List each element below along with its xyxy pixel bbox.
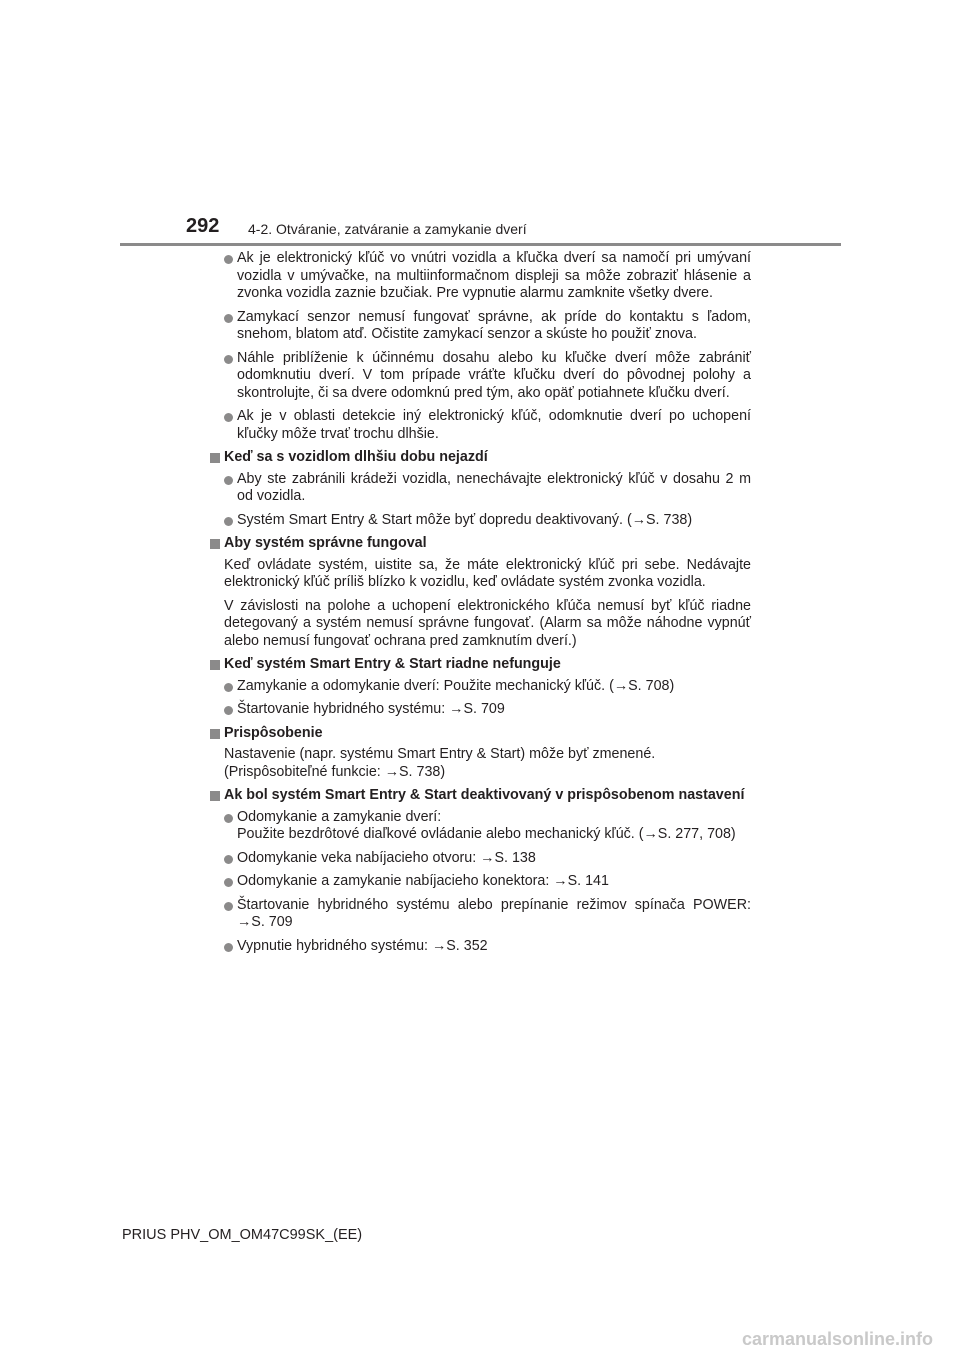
list-item: [209, 897, 751, 932]
list-item: [209, 309, 751, 344]
heading-text: Keď sa s vozidlom dlhšiu dobu nejazdí: [224, 449, 488, 465]
bullet-text: Ak je v oblasti detekcie iný elektronický kľúč, odomknutie dverí po uchopení kľučky môže trvať trochu dlhšie.: [237, 408, 751, 442]
paragraph: Keď ovládate systém, uistite sa, že máte elektronický kľúč pri sebe. Nedávajte elektronický kľúč príliš blízko k vozidlu, keď ovládate systém zvonka vozidla.: [224, 556, 751, 590]
section-heading: [209, 725, 751, 743]
bullet-text: Použite bezdrôtové diaľkové ovládanie alebo mechanický kľúč. (→S. 277, 708): [237, 826, 736, 842]
heading-text: Aby systém správne fungoval: [224, 535, 427, 551]
bullet-dot-icon: [224, 814, 233, 823]
bullet-text: Aby ste zabránili krádeži vozidla, nenechávajte elektronický kľúč v dosahu 2 m od vozidla.: [237, 470, 751, 504]
bullet-text: Systém Smart Entry & Start môže byť dopredu deaktivovaný. (→S. 738): [237, 511, 693, 528]
heading-text: Prispôsobenie: [224, 724, 323, 741]
document-code: PRIUS PHV_OM_OM47C99SK_(EE): [122, 1227, 363, 1243]
section-heading: [209, 449, 751, 467]
watermark: carmanualsonline.info: [742, 1329, 934, 1349]
paragraph: V závislosti na polohe a uchopení elektronického kľúča nemusí byť kľúč riadne detegovaný a systém nemusí správne fungovať. (Alarm sa môže náhodne vypnúť alebo nemusí fungovať ochrana pred zamknutím dverí.): [224, 597, 751, 649]
heading-text: Keď systém Smart Entry & Start riadne nefunguje: [224, 656, 561, 672]
square-bullet-icon: [210, 729, 220, 739]
page-number: 292: [186, 215, 220, 237]
bullet-text: Štartovanie hybridného systému alebo prepínanie režimov spínača POWER: →S. 709: [237, 896, 751, 930]
section-title: 4-2. Otváranie, zatváranie a zamykanie dverí: [248, 221, 527, 237]
square-bullet-icon: [210, 791, 220, 801]
list-item: [209, 408, 751, 443]
list-item: [209, 873, 751, 891]
bullet-dot-icon: [224, 943, 233, 952]
heading-text: Ak bol systém Smart Entry & Start deaktivovaný v prispôsobenom nastavení: [224, 787, 745, 803]
bullet-dot-icon: [224, 255, 233, 264]
page-content: [209, 250, 751, 961]
bullet-text: Zamykanie a odomykanie dverí: Použite mechanický kľúč. (→S. 708): [237, 677, 675, 694]
page-header: [0, 0, 960, 250]
list-item: [209, 678, 751, 696]
square-bullet-icon: [210, 660, 220, 670]
list-item: [209, 512, 751, 530]
bullet-dot-icon: [224, 355, 233, 364]
list-item: [209, 850, 751, 868]
bullet-dot-icon: [224, 476, 233, 485]
bullet-dot-icon: [224, 855, 233, 864]
bullet-text: Odomykanie a zamykanie nabíjacieho konektora: →S. 141: [237, 873, 609, 889]
bullet-dot-icon: [224, 517, 233, 526]
bullet-text: Zamykací senzor nemusí fungovať správne, ak príde do kontaktu s ľadom, snehom, blatom atď. Očistite zamykací senzor a skúste ho použiť znova.: [237, 308, 751, 342]
bullet-text: Náhle priblíženie k účinnému dosahu alebo ku kľučke dverí môže zabrániť odomknutiu dverí. V tom prípade vráťte kľučku dverí do pôvodnej polohy a skontrolujte, či sa dvere odomknú pred tým, ako opäť potiahnete kľučku dverí.: [237, 349, 751, 401]
bullet-dot-icon: [224, 902, 233, 911]
bullet-text: Odomykanie a zamykanie dverí:: [237, 808, 442, 825]
bullet-dot-icon: [224, 706, 233, 715]
bullet-dot-icon: [224, 878, 233, 887]
paragraph-line: Nastavenie (napr. systému Smart Entry & Start) môže byť zmenené.: [224, 746, 656, 762]
square-bullet-icon: [210, 453, 220, 463]
list-item: [209, 809, 751, 844]
bullet-dot-icon: [224, 314, 233, 323]
section-heading: [209, 787, 751, 805]
bullet-text: Ak je elektronický kľúč vo vnútri vozidla a kľučka dverí sa namočí pri umývaní vozidla v umývačke, na multiinformačnom displeji sa môže zobraziť hlásenie a zvonka vozidla zaznie bzučiak. Pre vypnutie alarmu zamknite všetky dvere.: [237, 250, 751, 301]
section-heading: [209, 656, 751, 674]
list-item: [209, 250, 751, 303]
list-item: [209, 471, 751, 506]
list-item: [209, 350, 751, 403]
bullet-dot-icon: [224, 683, 233, 692]
list-item: [209, 938, 751, 956]
section-heading: [209, 535, 751, 553]
paragraph-line: (Prispôsobiteľné funkcie: →S. 738): [224, 763, 446, 780]
list-item: [209, 701, 751, 719]
paragraph: [209, 746, 751, 781]
bullet-dot-icon: [224, 413, 233, 422]
header-divider: [120, 243, 841, 246]
bullet-text: Odomykanie veka nabíjacieho otvoru: →S. 138: [237, 849, 536, 866]
bullet-text: Vypnutie hybridného systému: →S. 352: [237, 937, 488, 954]
bullet-text: Štartovanie hybridného systému: →S. 709: [237, 701, 505, 717]
square-bullet-icon: [210, 539, 220, 549]
